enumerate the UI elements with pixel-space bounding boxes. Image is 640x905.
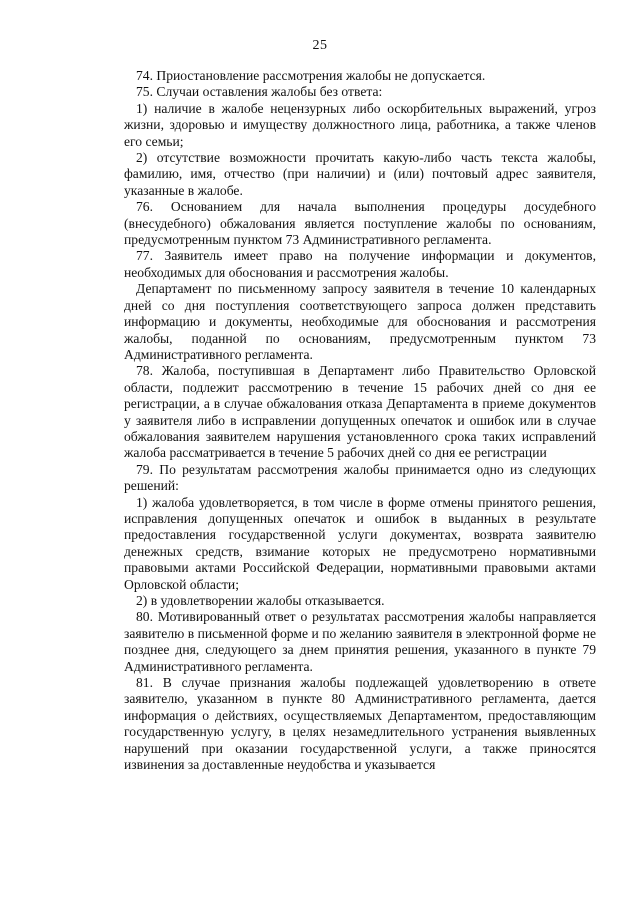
- paragraph-79-item-1: 1) жалоба удовлетворяется, в том числе в форме отмены принятого решения, исправления допущенных опечаток и ошибок в выданных в результате предоставления государственной услуги документах, возврата заявителю денежных средств, взимание которых не предусмотрено нормативными правовыми актами Российской Федерации, нормативными правовыми актами Орловской области;: [124, 494, 596, 592]
- paragraph-75: 75. Случаи оставления жалобы без ответа:: [136, 84, 383, 100]
- paragraph-79: 79. По результатам рассмотрения жалобы принимается одно из следующих решений:: [124, 461, 596, 494]
- paragraph-75-item-1: 1) наличие в жалобе нецензурных либо оскорбительных выражений, угроз жизни, здоровью и имуществу должностного лица, работника, а также членов его семьи;: [124, 100, 596, 149]
- paragraph-76: 76. Основанием для начала выполнения процедуры досудебного (внесудебного) обжалования является поступление жалобы по основаниям, предусмотренным пунктом 73 Административного регламента.: [124, 199, 596, 248]
- paragraph-79-item-2: 2) в удовлетворении жалобы отказывается.: [136, 593, 385, 608]
- paragraph-81: 81. В случае признания жалобы подлежащей удовлетворению в ответе заявителю, указанном в пункте 80 Административного регламента, дается информация о действиях, осуществляемых Департаментом, предоставляющим государственную услугу, в целях незамедлительного устранения выявленных нарушений при оказании государственной услуги, а также приносятся извинения за доставленные неудобства и указывается: [124, 675, 596, 773]
- paragraph-80: 80. Мотивированный ответ о результатах рассмотрения жалобы направляется заявителю в письменной форме и по желанию заявителя в электронной форме не позднее дня, следующего за днем принятия решения, указанного в пункте 79 Административного регламента.: [124, 609, 596, 674]
- paragraph-75-item-2: 2) отсутствие возможности прочитать какую-либо часть текста жалобы, фамилию, имя, отчество (при наличии) и (или) почтовый адрес заявителя, указанные в жалобе.: [124, 150, 596, 198]
- paragraph-78: 78. Жалоба, поступившая в Департамент либо Правительство Орловской области, подлежит рассмотрению в течение 15 рабочих дней со дня ее регистрации, а в случае обжалования отказа Департамента в приеме документов у заявителя либо в исправлении допущенных опечаток и ошибок или в случае обжалования заявителем нарушения установленного срока таких исправлений жалоба рассматривается в течение 5 рабочих дней со дня ее регистрации: [124, 363, 596, 461]
- paragraph-77-continued: Департамент по письменному запросу заявителя в течение 10 календарных дней со дня поступления соответствующего запроса должен представить информацию и документы, необходимые для обоснования и рассмотрения жалобы, поданной по основаниям, предусмотренным пунктом 73 Административного регламента.: [124, 281, 596, 362]
- paragraph-74: 74. Приостановление рассмотрения жалобы не допускается.: [136, 68, 486, 83]
- page-number: 25: [312, 38, 328, 53]
- document-body: [124, 68, 596, 773]
- paragraph-77: 77. Заявитель имеет право на получение информации и документов, необходимых для обоснования и рассмотрения жалобы.: [124, 248, 596, 280]
